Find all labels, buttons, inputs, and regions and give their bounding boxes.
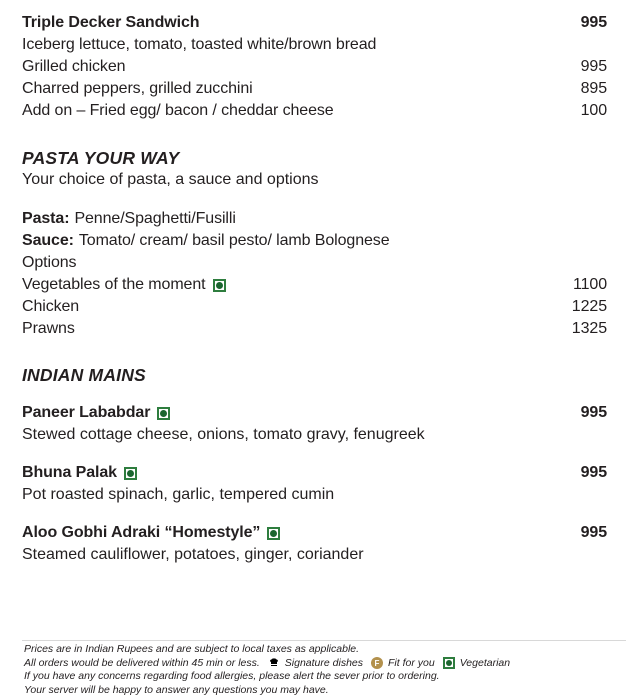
item-name: Grilled chicken [22,58,126,75]
pasta-value: Penne/Spaghetti/Fusilli [74,210,236,227]
item-name: Add on – Fried egg/ bacon / cheddar cheese [22,102,334,119]
item-price: 1225 [571,298,607,315]
item-name: Aloo Gobhi Adraki “Homestyle” [22,524,261,541]
menu-item [22,462,607,506]
menu-item [22,318,607,340]
item-name: Prawns [22,320,75,337]
vegetarian-icon [443,657,455,669]
item-price: 995 [580,464,607,481]
menu-item [22,78,607,100]
fit-for-you-label: Fit for you [388,656,435,669]
item-price: 1100 [572,276,607,293]
section-title: PASTA YOUR WAY [22,148,180,168]
vegetarian-icon [124,467,137,480]
vegetarian-icon [157,407,170,420]
item-price: 100 [580,102,607,119]
item-name: Paneer Lababdar [22,404,151,421]
footer [0,640,626,697]
menu-item [22,522,607,566]
section-indian-mains [22,364,607,566]
section-subtitle: Your choice of pasta, a sauce and options [22,171,319,188]
footer-line-allergies: If you have any concerns regarding food allergies, please alert the sever prior to ordering. [24,670,440,682]
item-price: 1325 [571,320,607,337]
signature-dish-label: Signature dishes [284,656,363,669]
section-sandwich [22,12,607,122]
item-description-text: Iceberg lettuce, tomato, toasted white/brown bread [22,36,377,53]
footer-line-legend [24,657,616,671]
item-name: Vegetables of the moment [22,276,206,293]
signature-dish-icon [268,657,280,669]
item-description: Stewed cottage cheese, onions, tomato gravy, fenugreek [22,426,425,443]
sauce-label: Sauce: [22,232,74,249]
vegetarian-icon [213,279,226,292]
section-pasta [22,147,607,340]
item-name: Bhuna Palak [22,464,117,481]
sauce-choices [22,230,607,252]
item-price: 995 [580,404,607,421]
vegetarian-label: Vegetarian [459,656,511,669]
footer-line-server: Your server will be happy to answer any questions you may have. [24,683,329,696]
footer-delivery-note: All orders would be delivered within 45 min or less. [24,656,260,669]
pasta-choices [22,208,607,230]
menu-item [22,274,607,296]
section-title: INDIAN MAINS [22,365,146,385]
item-price: 995 [580,58,607,75]
item-name: Chicken [22,298,80,315]
item-description: Steamed cauliflower, potatoes, ginger, coriander [22,546,364,563]
item-name: Charred peppers, grilled zucchini [22,80,253,97]
footer-line-prices: Prices are in Indian Rupees and are subject to local taxes as applicable. [24,643,360,655]
menu-item [22,100,607,122]
menu-item [22,296,607,318]
options-label: Options [22,254,77,271]
pasta-label: Pasta: [22,210,70,227]
sauce-value: Tomato/ cream/ basil pesto/ lamb Bolognese [78,232,390,249]
item-price: 995 [580,524,607,541]
item-price: 995 [580,14,607,31]
item-name: Triple Decker Sandwich [22,14,200,31]
item-description: Pot roasted spinach, garlic, tempered cumin [22,486,335,503]
vegetarian-icon [267,527,280,540]
item-description [22,34,607,56]
menu-item [22,12,607,34]
item-price: 895 [580,80,607,97]
menu-item [22,402,607,446]
fit-for-you-icon: F [371,657,383,669]
menu-item [22,56,607,78]
